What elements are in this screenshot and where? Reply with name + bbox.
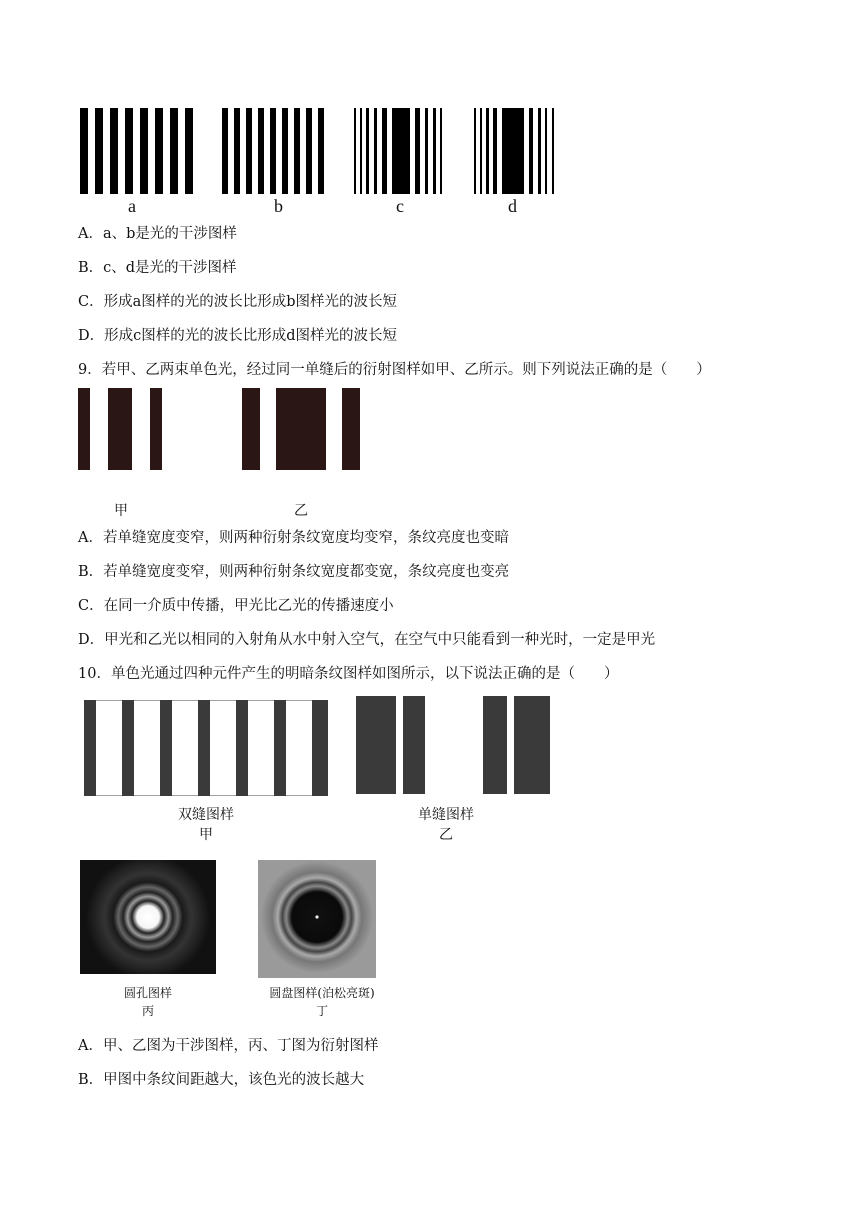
- circular-aperture-caption: 圆孔图样: [123, 986, 172, 1000]
- figure-label-jia: 甲: [114, 503, 128, 519]
- pattern-b-figure: [222, 108, 330, 194]
- q10-stem: 10．单色光通过四种元件产生的明暗条纹图样如图所示，以下说法正确的是（ ）: [78, 666, 619, 682]
- single-slit-pattern: [356, 696, 550, 794]
- figure-label-a: a: [128, 196, 136, 216]
- double-slit-caption: 双缝图样: [178, 807, 234, 823]
- figure-label-d: d: [508, 196, 517, 216]
- circular-disk-caption: 圆盘图样(泊松亮斑): [269, 986, 375, 1000]
- pattern-a-figure: [80, 108, 198, 194]
- q8-option-a: A．a、b是光的干涉图样: [78, 226, 237, 242]
- pattern-d-figure: [474, 108, 558, 194]
- figure-label-c: c: [396, 196, 404, 216]
- diffraction-pattern-jia: [78, 388, 166, 470]
- q8-option-c: C．形成a图样的光的波长比形成b图样光的波长短: [78, 294, 398, 310]
- q9-option-a: A．若单缝宽度变窄，则两种衍射条纹宽度均变窄，条纹亮度也变暗: [78, 530, 509, 546]
- q9-option-c: C．在同一介质中传播，甲光比乙光的传播速度小: [78, 598, 394, 614]
- q9-option-b: B．若单缝宽度变窄，则两种衍射条纹宽度都变宽，条纹亮度也变亮: [78, 564, 510, 580]
- pattern-c-figure: [354, 108, 446, 194]
- q10-option-b: B．甲图中条纹间距越大，该色光的波长越大: [78, 1072, 365, 1088]
- q9-stem: 9．若甲、乙两束单色光，经过同一单缝后的衍射图样如甲、乙所示。则下列说法正确的是（ ）: [78, 362, 711, 378]
- diffraction-pattern-yi: [242, 388, 360, 470]
- figure-label-yi: 乙: [294, 503, 308, 519]
- double-slit-pattern: [84, 700, 328, 796]
- circular-disk-label: 丁: [315, 1004, 328, 1018]
- q10-option-a: A．甲、乙图为干涉图样，丙、丁图为衍射图样: [78, 1038, 379, 1054]
- circular-disk-pattern: [258, 860, 376, 978]
- q9-option-d: D．甲光和乙光以相同的入射角从水中射入空气，在空气中只能看到一种光时，一定是甲光: [78, 632, 656, 648]
- figure-label-b: b: [274, 196, 283, 216]
- circular-aperture-pattern: [80, 860, 216, 974]
- double-slit-label: 甲: [199, 827, 213, 843]
- single-slit-label: 乙: [439, 827, 453, 843]
- circular-aperture-label: 丙: [141, 1004, 154, 1018]
- q8-option-b: B．c、d是光的干涉图样: [78, 260, 237, 276]
- single-slit-caption: 单缝图样: [418, 807, 474, 823]
- q8-option-d: D．形成c图样的光的波长比形成d图样光的波长短: [78, 328, 398, 344]
